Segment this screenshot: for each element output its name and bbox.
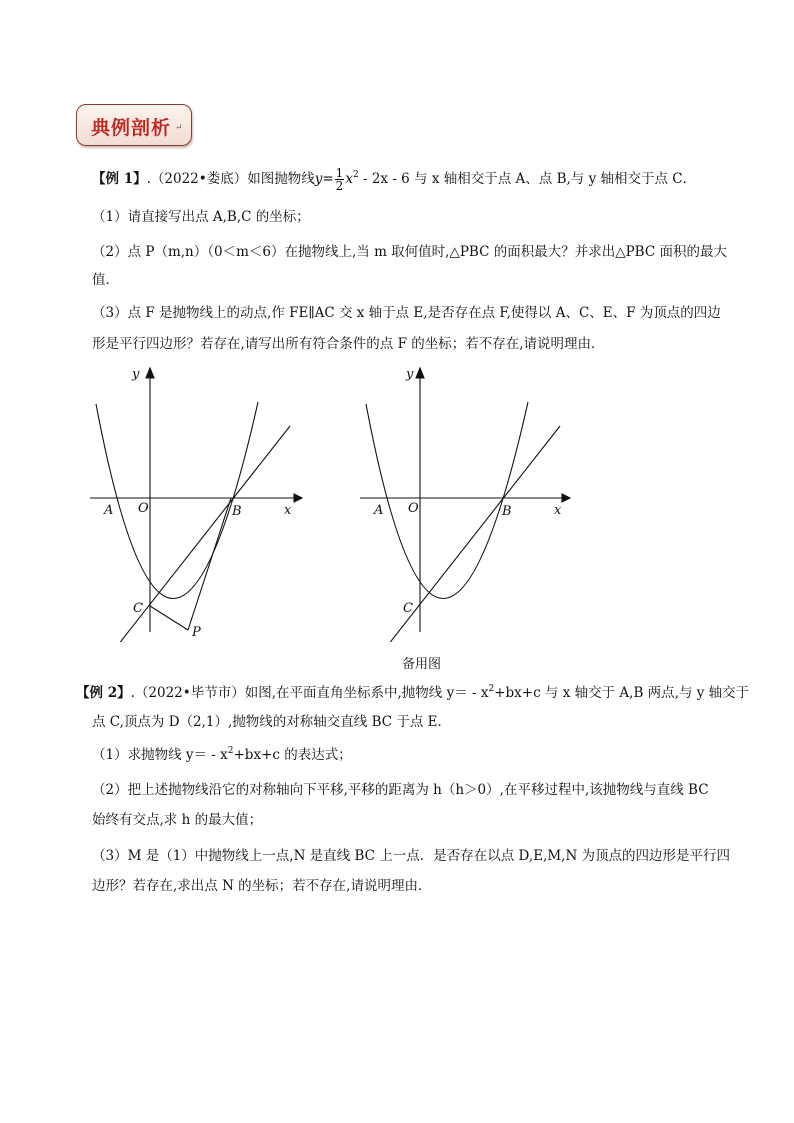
label-b: B bbox=[502, 504, 512, 519]
y-axis-arrow bbox=[416, 368, 424, 378]
ex2-line1-a: .（2022•毕节市）如图,在平面直角坐标系中,抛物线 y＝ - x bbox=[130, 685, 489, 701]
graph-1 bbox=[80, 362, 340, 642]
figure-caption: 备用图 bbox=[402, 657, 442, 672]
label-c: C bbox=[133, 601, 143, 616]
segment-cp bbox=[150, 606, 188, 630]
ex2-q1-power: 2 bbox=[227, 746, 234, 756]
label-x: x bbox=[554, 503, 562, 518]
ex2-q1-b: +bx+c 的表达式； bbox=[233, 747, 352, 763]
ex1-source: .（2022•娄底）如图抛物线 bbox=[146, 171, 315, 187]
x-axis-arrow bbox=[294, 494, 302, 502]
ex1-stem bbox=[92, 167, 696, 192]
frac-numerator: 1 bbox=[335, 166, 344, 180]
formula-y: y bbox=[314, 171, 323, 187]
label-a: A bbox=[104, 503, 114, 518]
label-y: y bbox=[132, 367, 140, 382]
ex2-label: 【例 2】 bbox=[76, 685, 131, 701]
section-title: 典例剖析 bbox=[91, 117, 172, 139]
ex1-stem-rest: 与 x 轴相交于点 A、点 B,与 y 轴相交于点 C． bbox=[409, 171, 697, 187]
ex2-stem-line2: 点 C,顶点为 D（2,1）,抛物线的对称轴交直线 BC 于点 E． bbox=[92, 714, 452, 730]
ex2-stem-line1 bbox=[76, 683, 749, 703]
label-b: B bbox=[232, 504, 242, 519]
paragraph-mark: ↵ bbox=[175, 123, 183, 133]
line-bc bbox=[118, 426, 290, 642]
fraction-one-half bbox=[335, 167, 345, 192]
ex2-q1-a: （1）求抛物线 y＝ - x bbox=[92, 747, 228, 763]
ex1-q1: （1）请直接写出点 A,B,C 的坐标； bbox=[92, 209, 310, 225]
graph-2 bbox=[350, 362, 610, 642]
frac-denominator: 2 bbox=[335, 179, 344, 193]
ex1-q2-line2: 值． bbox=[92, 272, 119, 288]
ex2-q3-line2: 边形？若存在,求出点 N 的坐标；若不存在,请说明理由． bbox=[92, 878, 432, 894]
formula-power: 2 bbox=[352, 170, 359, 180]
formula-x: x bbox=[345, 171, 353, 187]
ex2-line1-b: +bx+c 与 x 轴交于 A,B 两点,与 y 轴交于 bbox=[494, 685, 750, 701]
ex2-q1 bbox=[92, 745, 352, 765]
label-o: O bbox=[408, 501, 419, 516]
line-bc bbox=[388, 426, 560, 642]
ex1-q2-line1: （2）点 P（m,n）（0＜m＜6）在抛物线上,当 m 取何值时,△PBC 的面积最大？并求出△PBC 面积的最大 bbox=[92, 244, 727, 260]
formula-eq: = bbox=[322, 171, 334, 187]
ex2-q3-line1: （3）M 是（1）中抛物线上一点,N 是直线 BC 上一点．是否存在以点 D,E,M,N 为顶点的四边形是平行四 bbox=[92, 848, 731, 864]
ex1-q3-line2: 形是平行四边形？若存在,请写出所有符合条件的点 F 的坐标；若不存在,请说明理由． bbox=[92, 336, 605, 352]
ex2-power: 2 bbox=[488, 684, 495, 694]
ex1-q3-line1: （3）点 F 是抛物线上的动点,作 FE∥AC 交 x 轴于点 E,是否存在点 F,使得以 A、C、E、F 为顶点的四边 bbox=[92, 305, 721, 321]
section-title-box bbox=[76, 104, 192, 146]
y-axis-arrow bbox=[146, 368, 154, 378]
label-p: P bbox=[192, 625, 201, 640]
ex1-label: 【例 1】 bbox=[92, 171, 147, 187]
x-axis-arrow bbox=[562, 494, 570, 502]
ex2-q2-line2: 始终有交点,求 h 的最大值； bbox=[92, 812, 263, 828]
label-a: A bbox=[374, 503, 384, 518]
label-y: y bbox=[406, 367, 414, 382]
label-c: C bbox=[403, 601, 413, 616]
ex2-q2-line1: （2）把上述抛物线沿它的对称轴向下平移,平移的距离为 h（h＞0）,在平移过程中,该抛物线与直线 BC bbox=[92, 782, 709, 798]
label-o: O bbox=[138, 501, 149, 516]
formula-rest: - 2x - 6 bbox=[358, 171, 410, 187]
segment-pb bbox=[188, 498, 231, 630]
label-x: x bbox=[284, 503, 292, 518]
